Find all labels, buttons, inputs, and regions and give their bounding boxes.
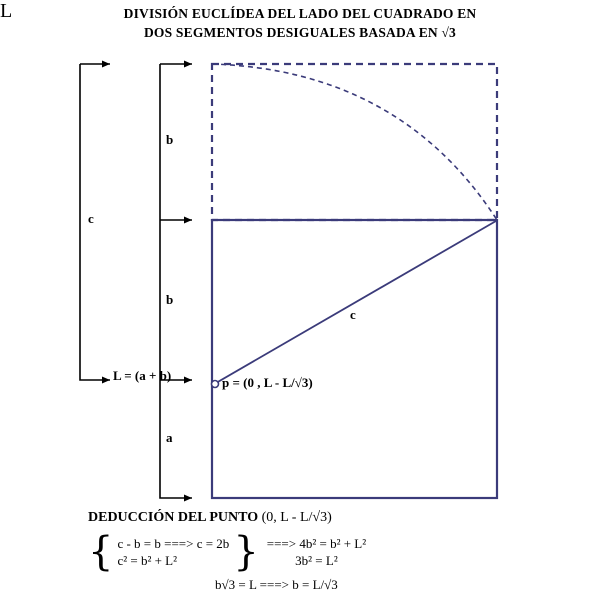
arrowhead-c-bottom <box>102 377 110 384</box>
equation-5: b√3 = L ===> b = L/√3 <box>215 577 338 592</box>
deduction-heading-rest: (0, L - L/√3) <box>261 510 332 525</box>
measure-bracket-L <box>160 64 192 498</box>
label-c-diagonal: c <box>350 307 356 322</box>
diagonal-c-line <box>216 221 496 383</box>
arrowhead-mid <box>184 217 192 224</box>
measure-bracket-c <box>80 64 110 380</box>
arrowhead-c-top <box>102 61 110 68</box>
arrowhead-L-top <box>184 61 192 68</box>
label-L-sum: L = (a + b) <box>113 368 172 383</box>
equation-1: c - b = b ===> c = 2b <box>117 536 230 551</box>
equation-2: c² = b² + L² <box>117 553 178 568</box>
arrowhead-p <box>184 377 192 384</box>
label-point-p: p = (0 , L - L/√3) <box>222 375 313 390</box>
label-b-lower: b <box>166 292 174 307</box>
equation-3: ===> 4b² = b² + L² <box>266 536 367 551</box>
deduction-heading-bold: DEDUCCIÓN DEL PUNTO <box>88 510 259 525</box>
arrowhead-L-bottom <box>184 495 192 502</box>
deduction-heading <box>88 510 518 526</box>
dashed-arc <box>212 64 497 220</box>
label-c-left: c <box>88 211 94 226</box>
dashed-upper-rectangle <box>212 64 497 220</box>
main-square <box>212 220 497 498</box>
title-line-2: DOS SEGMENTOS DESIGUALES BASADA EN √3 <box>143 25 457 40</box>
equation-4: 3b² = L² <box>295 553 338 568</box>
brace-left: { <box>88 529 114 575</box>
deduction-equations <box>88 529 548 575</box>
label-a: a <box>166 430 173 445</box>
label-L-side: L <box>0 0 13 22</box>
brace-right: } <box>233 529 259 575</box>
label-b-upper: b <box>166 132 174 147</box>
point-p-marker <box>212 381 219 388</box>
title-line-1: DIVISIÓN EUCLÍDEA DEL LADO DEL CUADRADO EN <box>123 6 477 21</box>
